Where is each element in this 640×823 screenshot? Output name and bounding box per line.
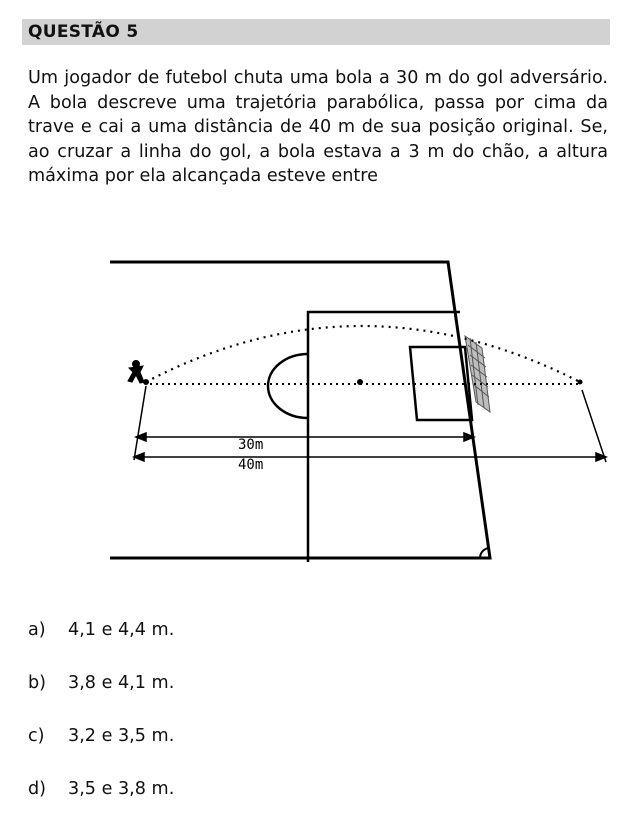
player-icon xyxy=(128,361,149,385)
option-a[interactable] xyxy=(28,620,174,640)
option-text: 3,5 e 3,8 m. xyxy=(68,779,175,799)
option-letter: b) xyxy=(28,673,47,693)
field-top-and-goal-line xyxy=(110,262,490,558)
penalty-arc xyxy=(268,354,308,418)
field-lines xyxy=(110,262,490,558)
dimension-30m xyxy=(136,433,474,441)
end-reference-line xyxy=(582,390,606,462)
option-letter: c) xyxy=(28,726,45,746)
option-text: 3,8 e 4,1 m. xyxy=(68,673,175,693)
question-title: QUESTÃO 5 xyxy=(28,22,139,42)
question-header xyxy=(22,19,610,45)
soccer-field-diagram xyxy=(110,250,622,570)
option-b[interactable] xyxy=(28,673,174,693)
start-reference-line xyxy=(134,386,146,460)
option-c[interactable] xyxy=(28,726,174,746)
question-statement: Um jogador de futebol chuta uma bola a 30 m do gol adversário. A bola descreve uma trajetória parabólica, passa por cima da trave e cai a uma distância de 40 m de sua posição original. Se, ao cruzar a linha do gol, a bola estava a 3 m do chão, a altura máxima por ela alcançada esteve entre xyxy=(28,68,608,186)
option-letter: d) xyxy=(28,779,47,799)
landing-point xyxy=(578,380,583,385)
option-d[interactable] xyxy=(28,779,174,799)
dimension-40m-label: 40m xyxy=(238,457,264,473)
ball-trajectory xyxy=(146,326,580,382)
option-text: 3,2 e 3,5 m. xyxy=(68,726,175,746)
dimension-40m xyxy=(134,453,606,461)
option-letter: a) xyxy=(28,620,46,640)
option-text: 4,1 e 4,4 m. xyxy=(68,620,175,640)
dimension-30m-label: 30m xyxy=(238,437,264,453)
